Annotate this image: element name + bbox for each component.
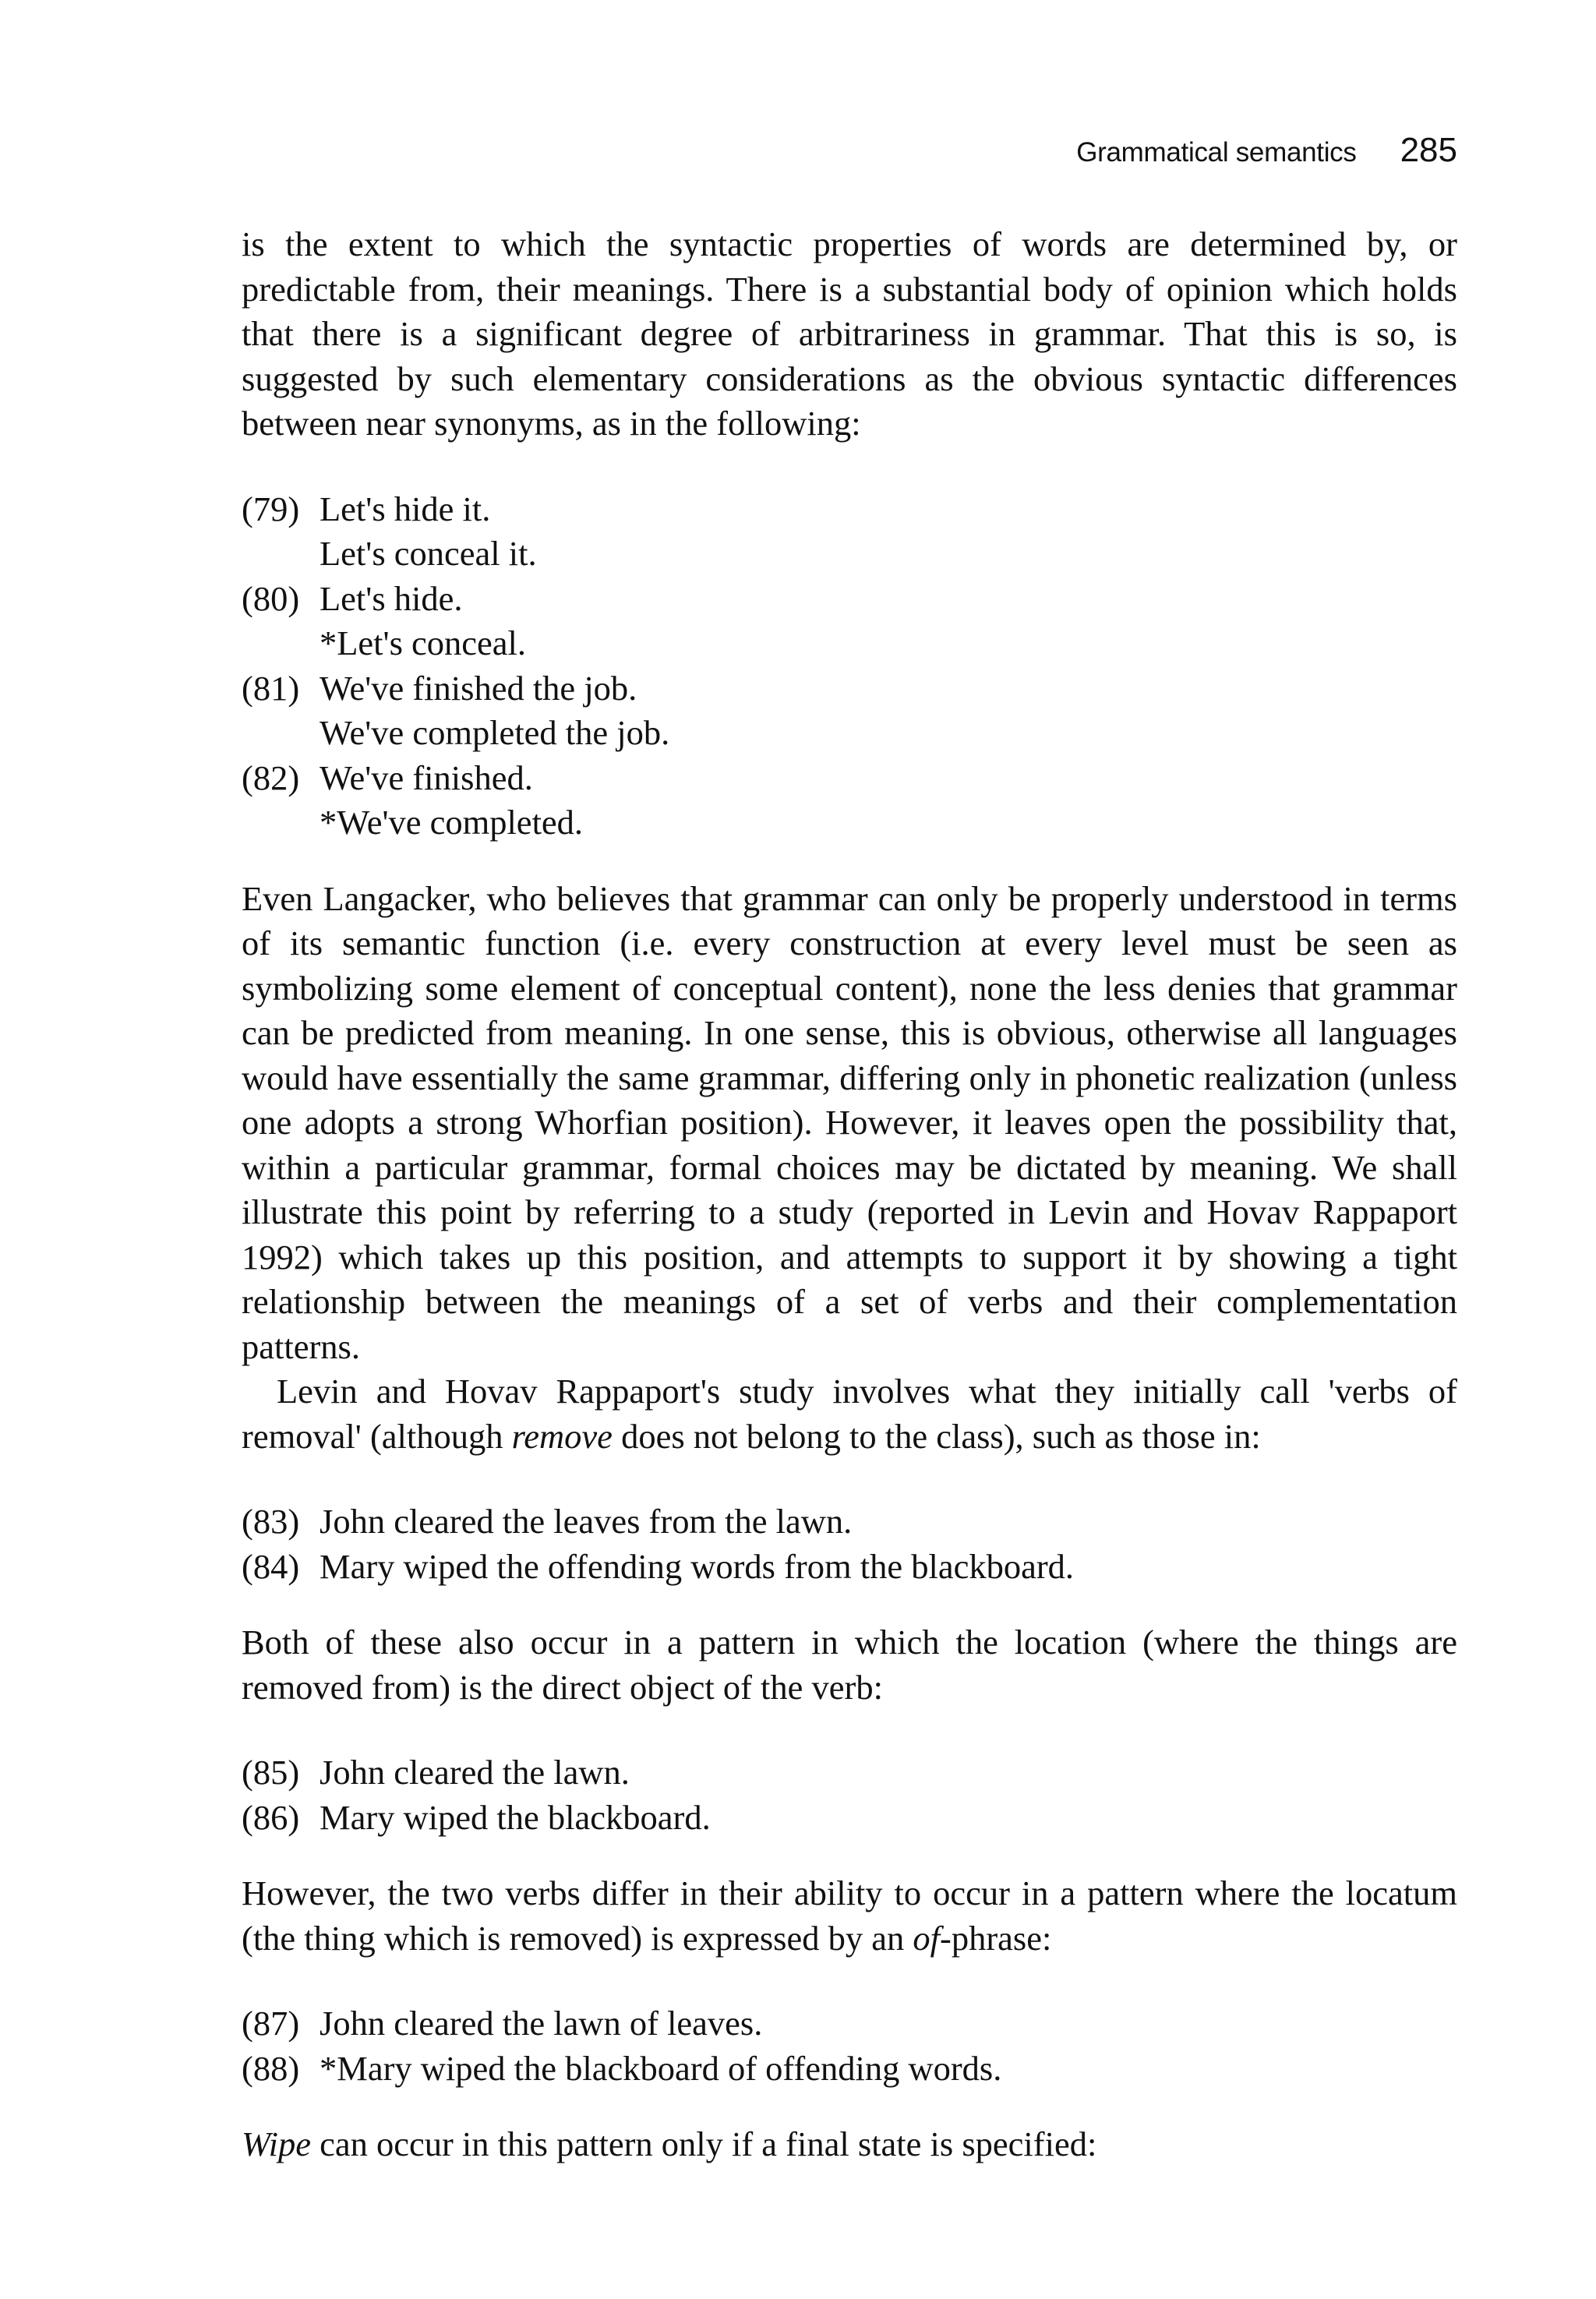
example-line: Let's hide. xyxy=(320,578,463,618)
example-80 xyxy=(242,577,1457,666)
paragraph: is the extent to which the syntactic properties of words are determined by, or predictable from, their meanings. There is a substantial body of opinion which holds that there is a significant degree of arbitrariness in grammar. That this is so, is suggested by such elementary considerations as the obvious syntactic differences between near synonyms, as in the following: xyxy=(242,224,1457,443)
running-header xyxy=(242,131,1457,178)
example-86 xyxy=(242,1796,1457,1841)
example-88 xyxy=(242,2046,1457,2092)
example-79 xyxy=(242,487,1457,577)
paragraph: Both of these also occur in a pattern in which the location (where the things are removed from) is the direct object of the verb: xyxy=(242,1623,1457,1707)
paragraph-text: can occur in this pattern only if a final state is specified: xyxy=(310,2124,1097,2163)
italic-term: remove xyxy=(511,1416,613,1456)
example-group-79-82 xyxy=(242,487,1457,846)
paragraph-text: does not belong to the class), such as those in: xyxy=(612,1416,1261,1456)
example-number: (81) xyxy=(242,668,300,708)
italic-term: of xyxy=(913,1918,940,1958)
paragraph-text: -phrase: xyxy=(940,1918,1052,1958)
example-82 xyxy=(242,756,1457,846)
paragraph xyxy=(242,2122,1457,2167)
paragraph: Even Langacker, who believes that grammar can only be properly understood in terms of its semantic function (i.e. every construction at every level must be seen as symbolizing some element of conceptual content), none the less denies that grammar can be predicted from meaning. In one sense, this is obvious, otherwise all languages would have essentially the same grammar, differing only in phonetic realization (unless one adopts a strong Whorfian position). However, it leaves open the possibility that, within a particular grammar, formal choices may be dictated by meaning. We shall illustrate this point by referring to a study (reported in Levin and Hovav Rappaport 1992) which takes up this position, and attempts to support it by showing a tight relationship between the meanings of a set of verbs and their complementation patterns. xyxy=(242,878,1457,1366)
example-line: Mary wiped the blackboard. xyxy=(320,1797,711,1837)
example-number: (83) xyxy=(242,1502,300,1541)
example-group-83-84 xyxy=(242,1499,1457,1589)
example-83 xyxy=(242,1499,1457,1545)
example-line: We've finished the job. xyxy=(320,668,637,708)
page-number: 285 xyxy=(1400,131,1457,169)
example-number: (82) xyxy=(242,758,300,797)
example-number: (84) xyxy=(242,1546,300,1586)
example-84 xyxy=(242,1545,1457,1590)
example-group-85-86 xyxy=(242,1750,1457,1840)
example-line: Let's conceal it. xyxy=(320,534,537,573)
italic-term: Wipe xyxy=(242,2124,311,2163)
paragraph-text: Levin and Hovav Rappaport's study involves what they initially call 'verbs of removal' (although xyxy=(242,1372,1457,1456)
paragraph-text: However, the two verbs differ in their ability to occur in a pattern where the locatum (the thing which is removed) is expressed by an xyxy=(242,1873,1457,1958)
example-group-87-88 xyxy=(242,2001,1457,2091)
example-87 xyxy=(242,2001,1457,2046)
example-line: Let's hide it. xyxy=(320,489,491,528)
example-line: Mary wiped the offending words from the blackboard. xyxy=(320,1546,1075,1586)
example-line: We've finished. xyxy=(320,758,533,797)
example-number: (80) xyxy=(242,578,300,618)
paragraph xyxy=(242,1871,1457,1961)
paragraph xyxy=(242,1369,1457,1459)
example-line: *We've completed. xyxy=(320,803,584,842)
example-line: John cleared the lawn. xyxy=(320,1753,630,1792)
page-body xyxy=(242,222,1457,2167)
example-number: (88) xyxy=(242,2048,300,2088)
running-title: Grammatical semantics xyxy=(1076,137,1357,168)
example-number: (86) xyxy=(242,1797,300,1837)
example-number: (85) xyxy=(242,1753,300,1792)
example-line: We've completed the job. xyxy=(320,713,670,752)
example-number: (87) xyxy=(242,2004,300,2043)
example-line: *Let's conceal. xyxy=(320,623,527,662)
example-line: John cleared the lawn of leaves. xyxy=(320,2004,763,2043)
example-line: *Mary wiped the blackboard of offending words. xyxy=(320,2048,1002,2088)
book-page xyxy=(242,0,1457,2299)
example-number: (79) xyxy=(242,489,300,528)
example-line: John cleared the leaves from the lawn. xyxy=(320,1502,853,1541)
example-81 xyxy=(242,666,1457,756)
example-85 xyxy=(242,1750,1457,1796)
